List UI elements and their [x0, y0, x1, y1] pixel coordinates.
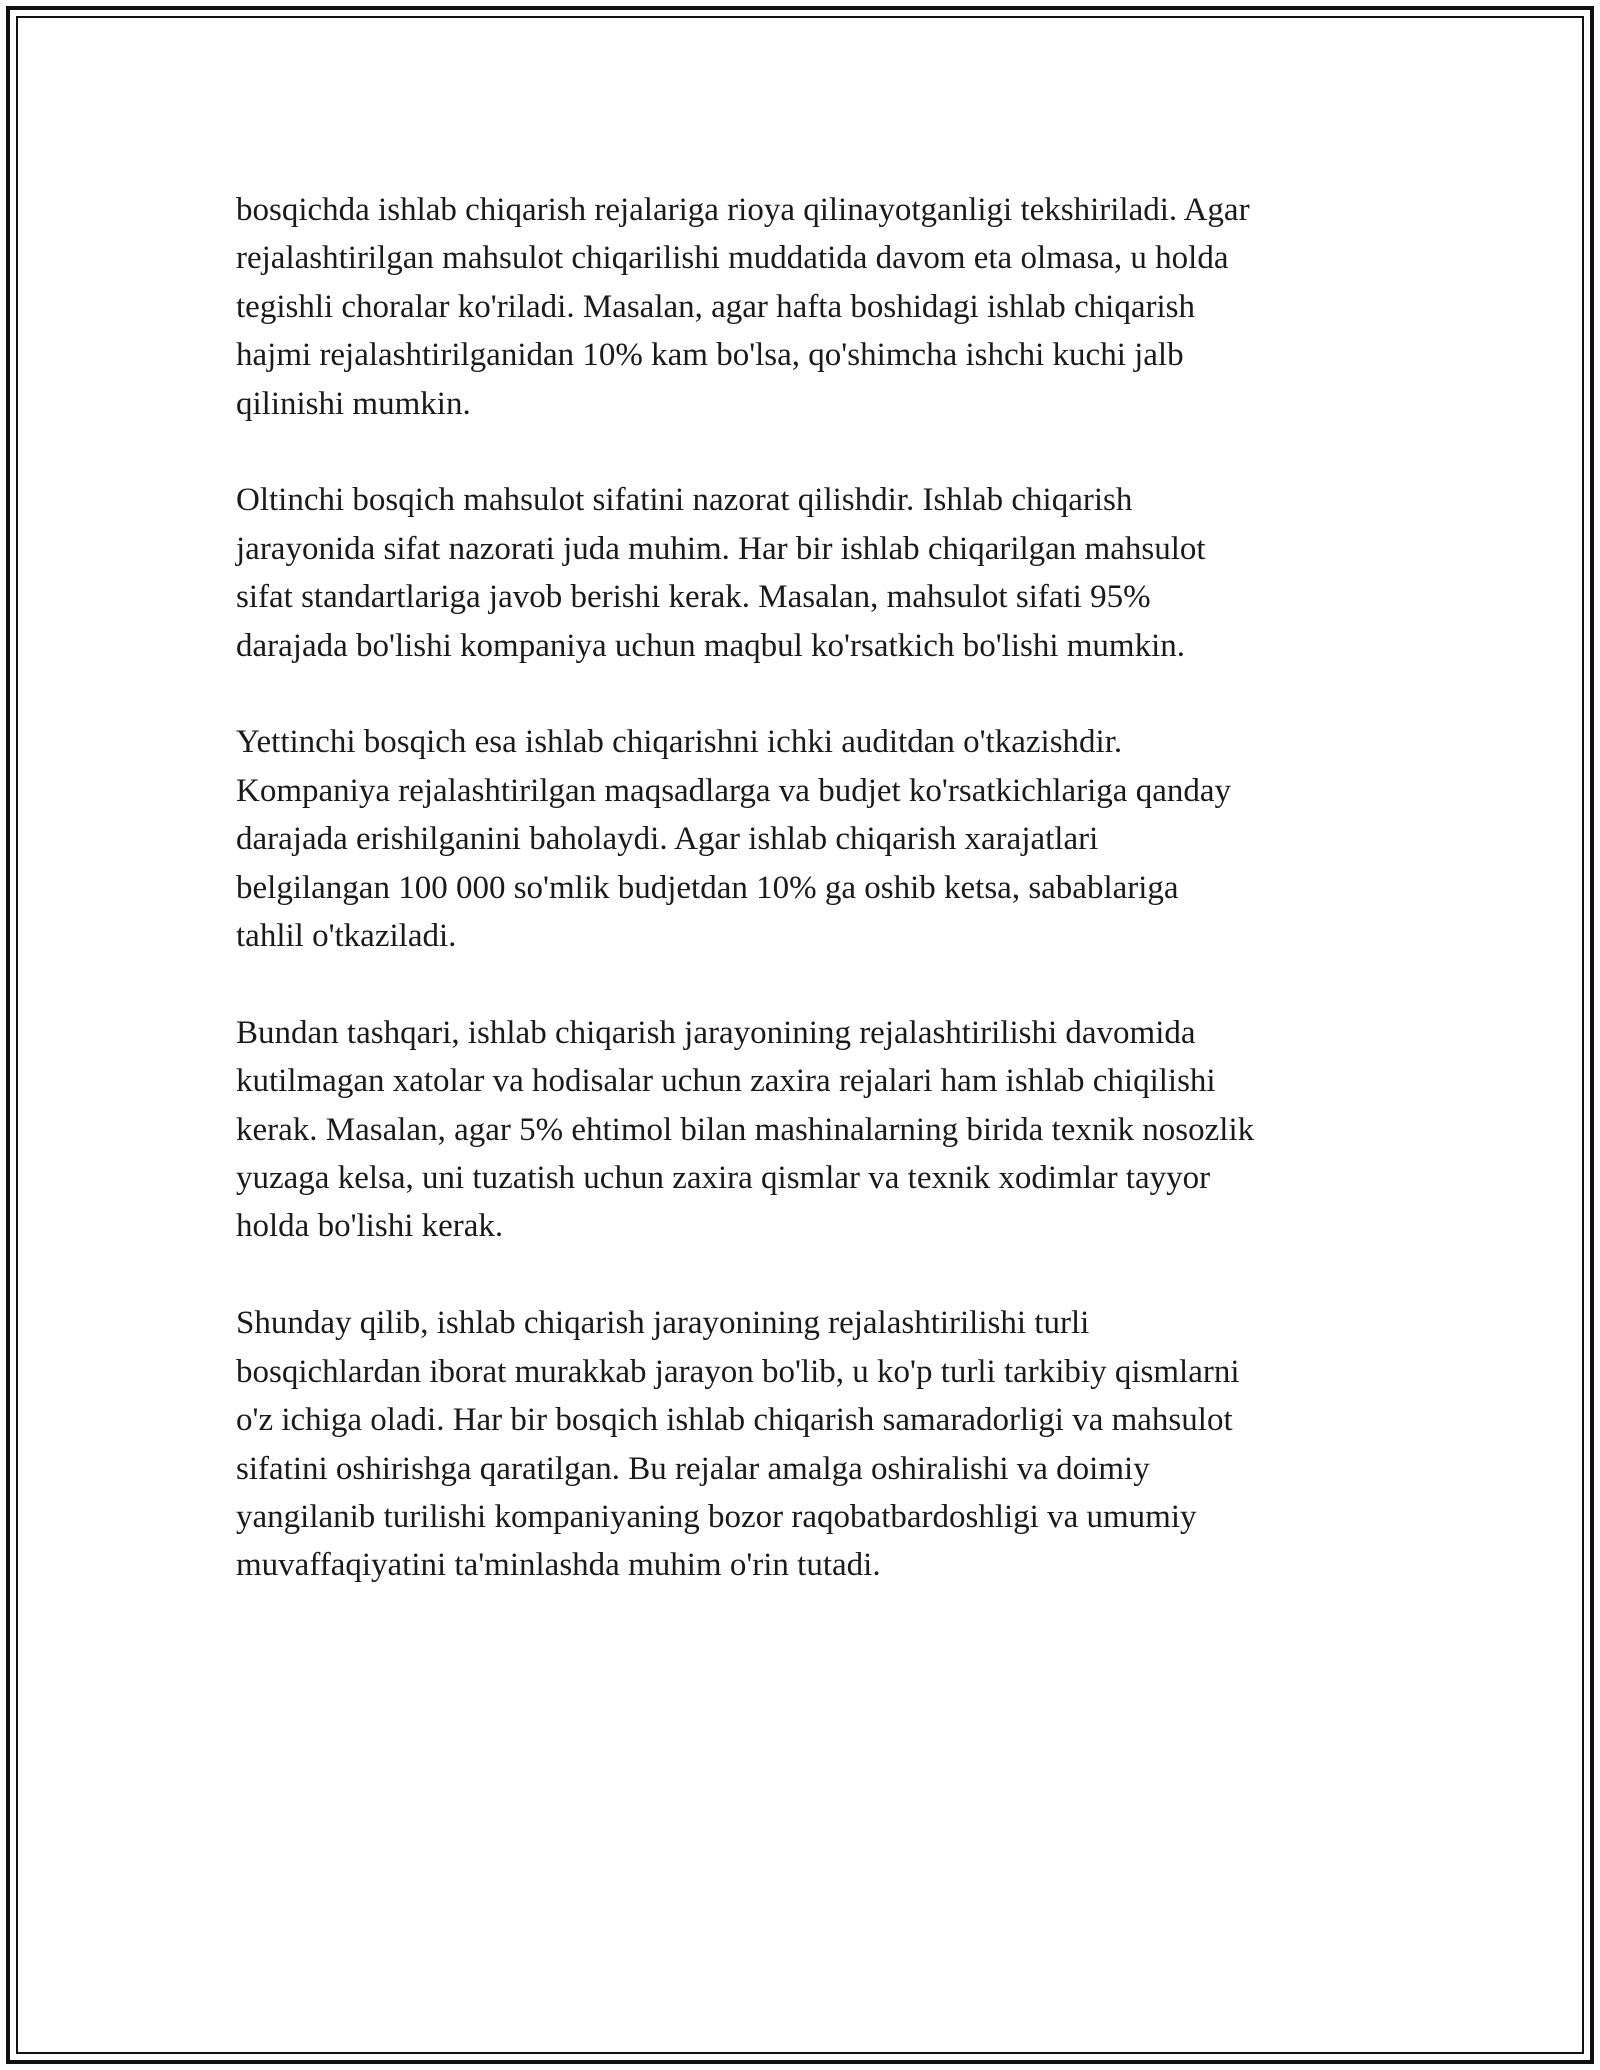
paragraph — [236, 186, 1376, 428]
text-line: qilinishi mumkin. — [236, 385, 471, 422]
text-line: o'z ichiga oladi. Har bir bosqich ishlab chiqarish samaradorligi va mahsulot — [236, 1402, 1233, 1439]
text-line: muvaffaqiyatini ta'minlashda muhim o'rin tutadi. — [236, 1547, 881, 1584]
text-line: Yettinchi bosqich esa ishlab chiqarishni ichki auditdan o'tkazishdir. — [236, 724, 1123, 761]
text-line: sifat standartlariga javob berishi kerak. Masalan, mahsulot sifati 95% — [236, 579, 1151, 616]
text-line: sifatini oshirishga qaratilgan. Bu rejalar amalga oshiralishi va doimiy — [236, 1450, 1150, 1487]
text-line: Kompaniya rejalashtirilgan maqsadlarga va budjet ko'rsatkichlariga qanday — [236, 772, 1231, 809]
document-body — [236, 186, 1376, 1638]
text-line: tahlil o'tkaziladi. — [236, 918, 457, 955]
paragraph — [236, 476, 1376, 670]
text-line: bosqichda ishlab chiqarish rejalariga rioya qilinayotganligi tekshiriladi. Agar — [236, 192, 1250, 228]
text-line: kerak. Masalan, agar 5% ehtimol bilan mashinalarning birida texnik nosozlik — [236, 1111, 1255, 1148]
text-line: Oltinchi bosqich mahsulot sifatini nazorat qilishdir. Ishlab chiqarish — [236, 482, 1133, 519]
text-line: darajada bo'lishi kompaniya uchun maqbul ko'rsatkich bo'lishi mumkin. — [236, 627, 1186, 664]
text-line: belgilangan 100 000 so'mlik budjetdan 10% ga oshib ketsa, sabablariga — [236, 869, 1179, 906]
text-line: kutilmagan xatolar va hodisalar uchun zaxira rejalari ham ishlab chiqilishi — [236, 1063, 1216, 1100]
paragraph — [236, 718, 1376, 960]
text-line: bosqichlardan iborat murakkab jarayon bo'lib, u ko'p turli tarkibiy qismlarni — [236, 1353, 1240, 1390]
text-line: yangilanib turilishi kompaniyaning bozor raqobatbardoshligi va umumiy — [236, 1498, 1197, 1535]
text-line: holda bo'lishi kerak. — [236, 1208, 504, 1245]
text-line: Bundan tashqari, ishlab chiqarish jarayonining rejalashtirilishi davomida — [236, 1014, 1196, 1051]
text-line: darajada erishilganini baholaydi. Agar ishlab chiqarish xarajatlari — [236, 821, 1099, 858]
text-line: jarayonida sifat nazorati juda muhim. Har bir ishlab chiqarilgan mahsulot — [236, 530, 1206, 567]
paragraph — [236, 1009, 1376, 1251]
text-line: tegishli choralar ko'riladi. Masalan, agar hafta boshidagi ishlab chiqarish — [236, 288, 1195, 325]
text-line: yuzaga kelsa, uni tuzatish uchun zaxira qismlar va texnik xodimlar tayyor — [236, 1160, 1211, 1197]
text-line: hajmi rejalashtirilganidan 10% kam bo'lsa, qo'shimcha ishchi kuchi jalb — [236, 337, 1184, 374]
text-line: Shunday qilib, ishlab chiqarish jarayonining rejalashtirilishi turli — [236, 1305, 1090, 1342]
paragraph — [236, 1299, 1376, 1589]
text-line: rejalashtirilgan mahsulot chiqarilishi muddatida davom eta olmasa, u holda — [236, 240, 1229, 277]
